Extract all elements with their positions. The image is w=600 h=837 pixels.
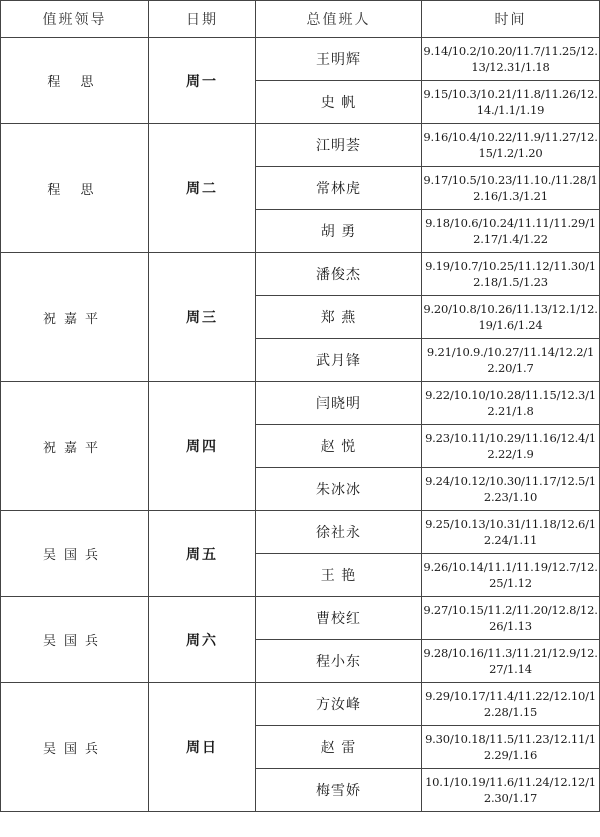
roster-body <box>1 38 600 812</box>
duty-dates-cell: 9.22/10.10/10.28/11.15/12.3/12.21/1.8 <box>422 382 600 425</box>
duty-person-cell: 方汝峰 <box>256 683 422 726</box>
duty-dates-cell: 9.30/10.18/11.5/11.23/12.11/12.29/1.16 <box>422 726 600 769</box>
duty-person-cell: 赵 悦 <box>256 425 422 468</box>
duty-dates-cell: 9.19/10.7/10.25/11.12/11.30/12.18/1.5/1.23 <box>422 253 600 296</box>
leader-cell: 祝嘉平 <box>1 253 149 382</box>
table-row <box>1 597 600 640</box>
duty-dates-cell: 9.24/10.12/10.30/11.17/12.5/12.23/1.10 <box>422 468 600 511</box>
table-row <box>1 683 600 726</box>
duty-dates-cell: 9.23/10.11/10.29/11.16/12.4/12.22/1.9 <box>422 425 600 468</box>
duty-person-cell: 王 艳 <box>256 554 422 597</box>
leader-cell: 吴国兵 <box>1 511 149 597</box>
duty-dates-cell: 9.18/10.6/10.24/11.11/11.29/12.17/1.4/1.22 <box>422 210 600 253</box>
day-cell: 周六 <box>149 597 256 683</box>
header-leader: 值班领导 <box>1 1 149 38</box>
duty-person-cell: 赵 雷 <box>256 726 422 769</box>
duty-person-cell: 曹校红 <box>256 597 422 640</box>
duty-dates-cell: 9.28/10.16/11.3/11.21/12.9/12.27/1.14 <box>422 640 600 683</box>
day-cell: 周二 <box>149 124 256 253</box>
duty-person-cell: 史 帆 <box>256 81 422 124</box>
leader-cell: 祝嘉平 <box>1 382 149 511</box>
day-cell: 周日 <box>149 683 256 812</box>
leader-cell: 吴国兵 <box>1 683 149 812</box>
duty-person-cell: 徐社永 <box>256 511 422 554</box>
duty-person-cell: 潘俊杰 <box>256 253 422 296</box>
duty-dates-cell: 9.25/10.13/10.31/11.18/12.6/12.24/1.11 <box>422 511 600 554</box>
day-cell: 周五 <box>149 511 256 597</box>
table-row <box>1 511 600 554</box>
duty-dates-cell: 9.29/10.17/11.4/11.22/12.10/12.28/1.15 <box>422 683 600 726</box>
duty-person-cell: 王明辉 <box>256 38 422 81</box>
duty-dates-cell: 9.27/10.15/11.2/11.20/12.8/12.26/1.13 <box>422 597 600 640</box>
table-row <box>1 124 600 167</box>
duty-dates-cell: 9.14/10.2/10.20/11.7/11.25/12.13/12.31/1.18 <box>422 38 600 81</box>
duty-dates-cell: 9.26/10.14/11.1/11.19/12.7/12.25/1.12 <box>422 554 600 597</box>
header-date: 日期 <box>149 1 256 38</box>
day-cell: 周四 <box>149 382 256 511</box>
day-cell: 周一 <box>149 38 256 124</box>
table-row <box>1 253 600 296</box>
duty-dates-cell: 9.21/10.9./10.27/11.14/12.2/12.20/1.7 <box>422 339 600 382</box>
duty-dates-cell: 9.15/10.3/10.21/11.8/11.26/12.14./1.1/1.19 <box>422 81 600 124</box>
duty-person-cell: 武月锋 <box>256 339 422 382</box>
duty-dates-cell: 9.20/10.8/10.26/11.13/12.1/12.19/1.6/1.24 <box>422 296 600 339</box>
duty-dates-cell: 9.17/10.5/10.23/11.10./11.28/12.16/1.3/1.21 <box>422 167 600 210</box>
duty-dates-cell: 9.16/10.4/10.22/11.9/11.27/12.15/1.2/1.20 <box>422 124 600 167</box>
duty-dates-cell: 10.1/10.19/11.6/11.24/12.12/12.30/1.17 <box>422 769 600 812</box>
leader-cell: 吴国兵 <box>1 597 149 683</box>
leader-cell: 程 思 <box>1 124 149 253</box>
header-time: 时间 <box>422 1 600 38</box>
duty-person-cell: 闫晓明 <box>256 382 422 425</box>
duty-person-cell: 梅雪娇 <box>256 769 422 812</box>
duty-person-cell: 郑 燕 <box>256 296 422 339</box>
duty-person-cell: 常林虎 <box>256 167 422 210</box>
leader-cell: 程 思 <box>1 38 149 124</box>
header-row <box>1 1 600 38</box>
duty-person-cell: 程小东 <box>256 640 422 683</box>
duty-person-cell: 朱冰冰 <box>256 468 422 511</box>
table-row <box>1 38 600 81</box>
day-cell: 周三 <box>149 253 256 382</box>
header-duty-person: 总值班人 <box>256 1 422 38</box>
duty-person-cell: 江明荟 <box>256 124 422 167</box>
duty-person-cell: 胡 勇 <box>256 210 422 253</box>
table-row <box>1 382 600 425</box>
